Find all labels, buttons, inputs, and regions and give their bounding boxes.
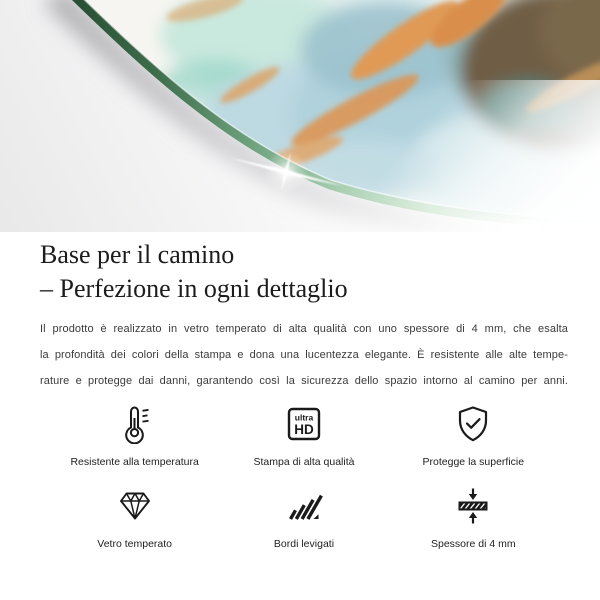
glass-panel-illustration: [0, 0, 600, 232]
feature-label: Bordi levigati: [273, 538, 335, 550]
feature-polished-edges: [219, 486, 388, 550]
paragraph-line: la profondità dei colori della stampa e dona una lucentezza elegante. È resistente alle alte tempe-: [40, 349, 568, 361]
feature-label: Spessore di 4 mm: [431, 538, 516, 550]
feature-label: Vetro temperato: [97, 538, 173, 550]
title-line-1: Base per il camino: [40, 240, 235, 269]
feature-label: Stampa di alta qualità: [253, 456, 355, 468]
feature-temperature: [50, 404, 219, 468]
product-paragraph: [40, 316, 568, 394]
ultra-hd-icon: [284, 404, 324, 444]
feature-surface-protection: [389, 404, 558, 468]
title-line-2: – Perfezione in ogni dettaglio: [40, 274, 348, 303]
product-image: [0, 0, 600, 232]
feature-thickness: [389, 486, 558, 550]
paragraph-line: Il prodotto è realizzato in vetro temperato di alta qualità con uno spessore di 4 mm, che esalta: [40, 323, 568, 335]
ultra-hd-badge-top: ultra: [294, 412, 314, 423]
page-title: [40, 238, 568, 306]
shield-check-icon: [453, 404, 493, 444]
feature-grid: [50, 404, 558, 550]
feature-label: Resistente alla temperatura: [70, 456, 199, 468]
thickness-icon: [453, 486, 493, 526]
feature-label: Protegge la superficie: [422, 456, 525, 468]
feature-tempered-glass: [50, 486, 219, 550]
paragraph-line: rature e protegge dai danni, garantendo così la sicurezza dello spazio intorno al camino per anni.: [40, 375, 568, 387]
diamond-icon: [115, 486, 155, 526]
thermometer-icon: [115, 404, 155, 444]
ultra-hd-badge-bottom: HD: [294, 422, 314, 437]
beveled-edges-icon: [284, 486, 324, 526]
product-description-section: [0, 238, 600, 550]
feature-print-quality: [219, 404, 388, 468]
